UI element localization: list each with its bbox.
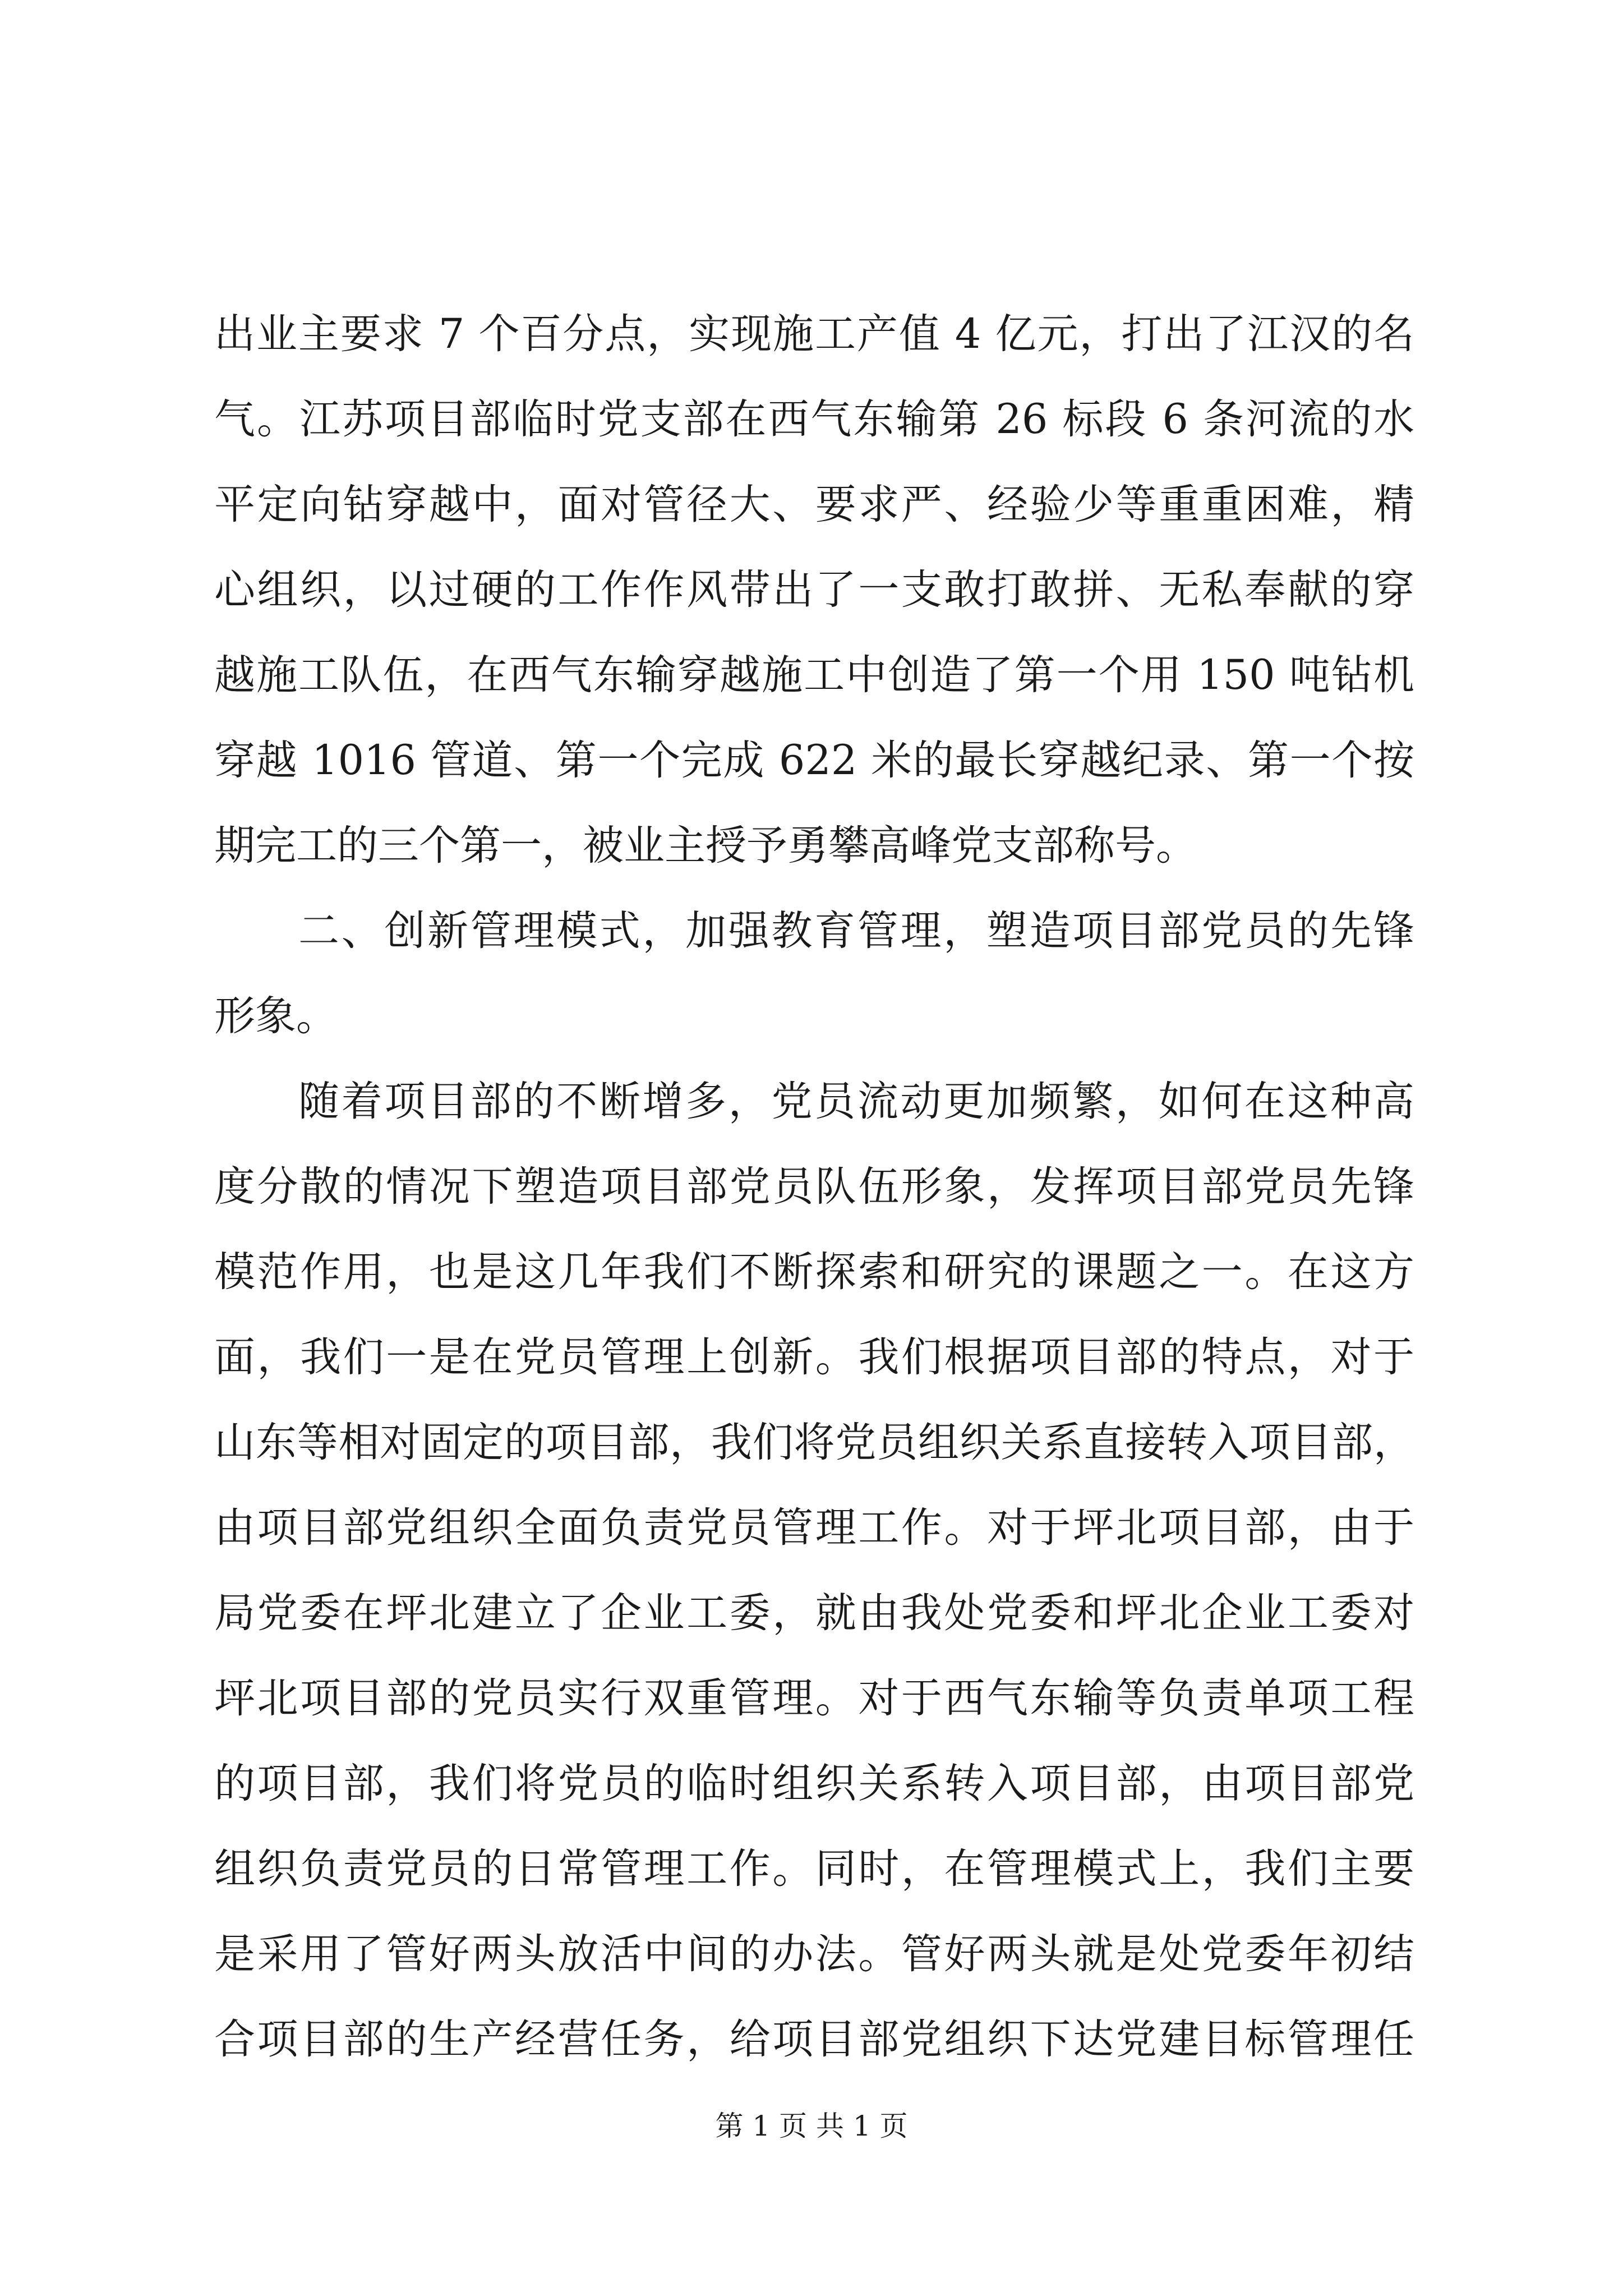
text-line: 心组织，以过硬的工作作风带出了一支敢打敢拼、无私奉献的穿 [214, 566, 1414, 614]
text-line: 气。江苏项目部临时党支部在西气东输第 26 标段 6 条河流的水 [214, 395, 1414, 443]
text-line: 期完工的三个第一，被业主授予勇攀高峰党支部称号。 [214, 822, 1197, 869]
text-line: 组织负责党员的日常管理工作。同时，在管理模式上，我们主要 [214, 1845, 1414, 1893]
text-line: 合项目部的生产经营任务，给项目部党组织下达党建目标管理任 [214, 2016, 1414, 2063]
section-heading: 二、创新管理模式，加强教育管理，塑造项目部党员的先锋 [298, 907, 1414, 955]
body-text [214, 292, 1414, 2082]
text-line: 模范作用，也是这几年我们不断探索和研究的课题之一。在这方 [214, 1248, 1414, 1296]
text-line: 是采用了管好两头放活中间的办法。管好两头就是处党委年初结 [214, 1930, 1414, 1978]
page-footer: 第 1 页 共 1 页 [715, 2110, 908, 2142]
text-line: 山东等相对固定的项目部，我们将党员组织关系直接转入项目部， [214, 1419, 1414, 1466]
text-line: 平定向钻穿越中，面对管径大、要求严、经验少等重重困难，精 [214, 481, 1414, 528]
text-line: 局党委在坪北建立了企业工委，就由我处党委和坪北企业工委对 [214, 1589, 1414, 1637]
text-line: 面，我们一是在党员管理上创新。我们根据项目部的特点，对于 [214, 1333, 1414, 1381]
paragraph-start: 随着项目部的不断增多，党员流动更加频繁，如何在这种高 [298, 1078, 1414, 1125]
section-heading-continued: 形象。 [214, 992, 337, 1040]
text-line: 的项目部，我们将党员的临时组织关系转入项目部，由项目部党 [214, 1760, 1414, 1807]
text-line: 坪北项目部的党员实行双重管理。对于西气东输等负责单项工程 [214, 1674, 1414, 1722]
text-line: 度分散的情况下塑造项目部党员队伍形象，发挥项目部党员先锋 [214, 1163, 1414, 1211]
text-line: 由项目部党组织全面负责党员管理工作。对于坪北项目部，由于 [214, 1504, 1414, 1552]
text-line: 穿越 1016 管道、第一个完成 622 米的最长穿越纪录、第一个按 [214, 737, 1414, 784]
text-line: 越施工队伍，在西气东输穿越施工中创造了第一个用 150 吨钻机 [214, 651, 1414, 699]
text-line: 出业主要求 7 个百分点，实现施工产值 4 亿元，打出了江汉的名 [214, 310, 1414, 358]
